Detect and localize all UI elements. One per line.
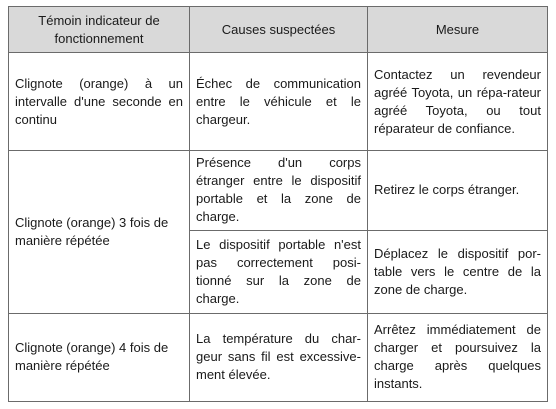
measure-cell: Contactez un revendeur agréé Toyota, un répa-rateur agréé Toyota, ou tout réparateur de confiance. bbox=[368, 53, 548, 151]
header-measure: Mesure bbox=[368, 7, 548, 53]
table-row bbox=[9, 151, 548, 230]
measure-cell: Retirez le corps étranger. bbox=[368, 151, 548, 230]
table-row bbox=[9, 53, 548, 151]
cause-cell: Le dispositif portable n'est pas correctement posi-tionné sur la zone de charge. bbox=[190, 230, 368, 313]
measure-cell: Déplacez le dispositif por-table vers le centre de la zone de charge. bbox=[368, 230, 548, 313]
header-indicator: Témoin indicateur de fonctionnement bbox=[9, 7, 190, 53]
indicator-cell: Clignote (orange) à un intervalle d'une seconde en continu bbox=[9, 53, 190, 151]
cause-cell: La température du char-geur sans fil est excessive-ment élevée. bbox=[190, 313, 368, 401]
indicator-cell: Clignote (orange) 3 fois de manière répétée bbox=[9, 151, 190, 313]
indicator-table bbox=[8, 6, 548, 402]
header-causes: Causes suspectées bbox=[190, 7, 368, 53]
table-row bbox=[9, 313, 548, 401]
table-header-row bbox=[9, 7, 548, 53]
cause-cell: Présence d'un corps étranger entre le dispositif portable et la zone de charge. bbox=[190, 151, 368, 230]
indicator-cell: Clignote (orange) 4 fois de manière répétée bbox=[9, 313, 190, 401]
measure-cell: Arrêtez immédiatement de charger et poursuivez la charge après quelques instants. bbox=[368, 313, 548, 401]
cause-cell: Échec de communication entre le véhicule et le chargeur. bbox=[190, 53, 368, 151]
troubleshooting-table-container bbox=[8, 6, 547, 402]
